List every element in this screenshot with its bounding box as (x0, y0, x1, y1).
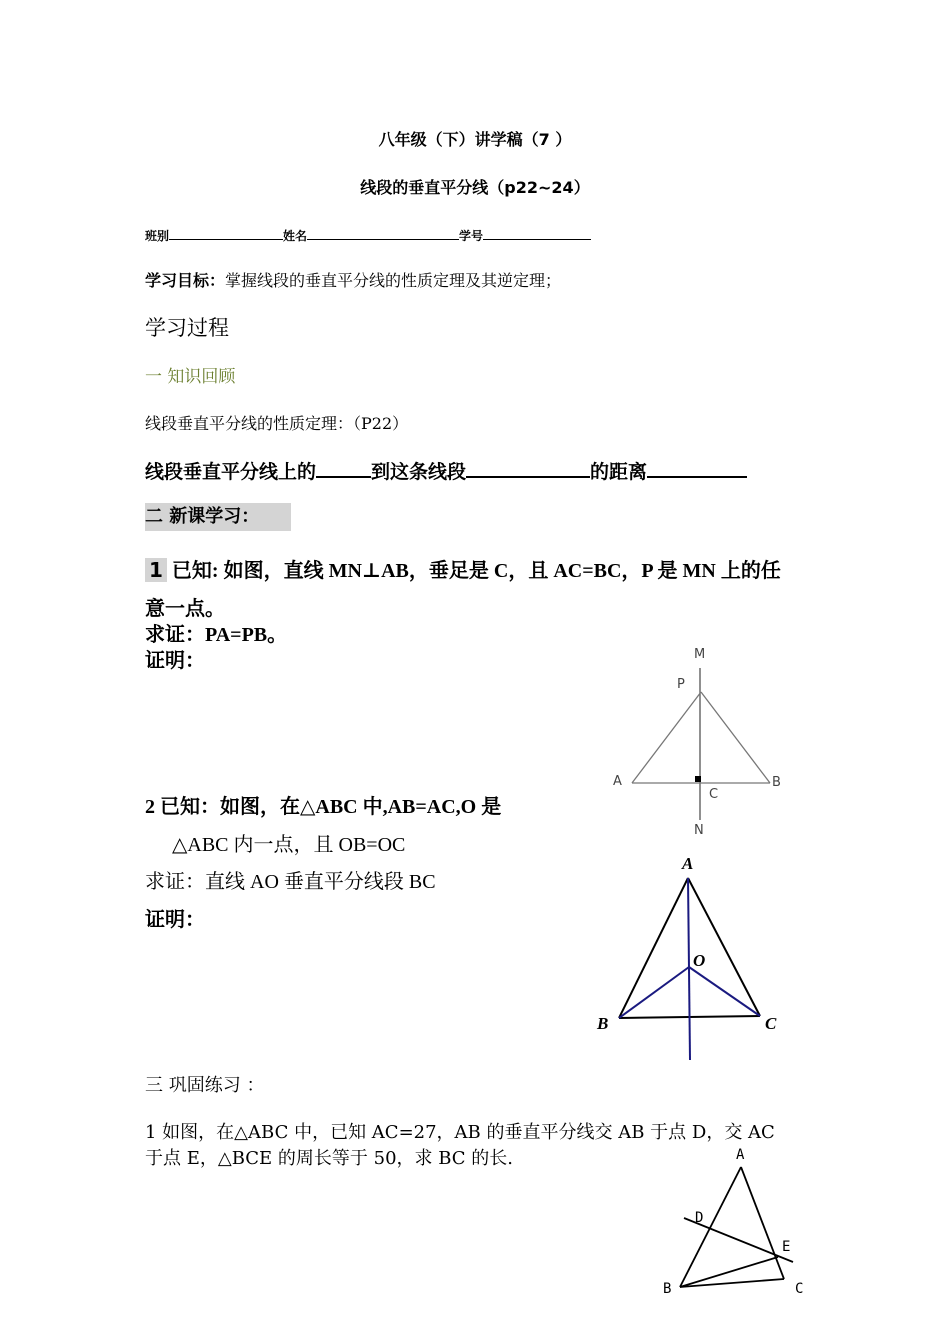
label-n: N (694, 823, 704, 838)
segment-oc (689, 967, 760, 1016)
section2-heading: 二 新课学习： (145, 503, 291, 531)
segment-ab (619, 878, 688, 1018)
name-blank (307, 223, 459, 240)
segment-ac (688, 878, 760, 1016)
fill-text-1: 线段垂直平分线上的 (145, 461, 317, 483)
fill-blank-1 (316, 454, 371, 478)
label-c: C (795, 1281, 804, 1297)
label-b: B (772, 775, 781, 790)
theorem-fill-in (145, 454, 747, 484)
theorem-intro: 线段垂直平分线的性质定理：（P22） (145, 414, 409, 433)
figure3-diagram (660, 1140, 820, 1305)
objective-label: 学习目标： (145, 271, 226, 290)
name-label: 姓名 (283, 229, 308, 243)
figure2-diagram (590, 850, 800, 1070)
fill-blank-3 (647, 454, 747, 478)
label-c: C (765, 1014, 777, 1033)
label-a: A (613, 774, 622, 789)
label-a: A (736, 1147, 745, 1163)
segment-ab (680, 1167, 741, 1287)
problem1-number: 1 (145, 558, 167, 582)
exercise1-line2: 于点 E，△BCE 的周长等于 50，求 BC 的长. (145, 1148, 514, 1169)
class-label: 班别 (145, 229, 170, 243)
label-p: P (677, 677, 685, 692)
objective-text: 掌握线段的垂直平分线的性质定理及其逆定理； (225, 271, 562, 290)
label-b: B (663, 1281, 672, 1297)
id-blank (483, 223, 591, 240)
segment-pa (632, 692, 701, 783)
section3-heading: 三 巩固练习 ： (145, 1075, 265, 1096)
right-angle-mark (695, 776, 701, 782)
info-line (145, 223, 591, 244)
problem1-proof-label: 证明： (145, 650, 205, 672)
fill-text-2: 到这条线段 (371, 461, 467, 483)
section1-heading: 一 知识回顾 (145, 367, 236, 387)
problem1-prove: 求证：PA=PB。 (145, 624, 288, 646)
problem1-statement (145, 554, 781, 583)
label-b: B (597, 1014, 609, 1033)
label-c: C (709, 787, 719, 802)
problem1-line2: 意一点。 (145, 598, 225, 620)
objective (145, 268, 561, 291)
label-m: M (694, 647, 706, 662)
label-d: D (695, 1210, 704, 1226)
figure1-diagram (600, 640, 800, 840)
page-title: 八年级（下）讲学稿（7 ） (378, 130, 572, 149)
class-blank (169, 223, 283, 240)
problem2-prove: 求证：直线 AO 垂直平分线段 BC (145, 871, 436, 893)
label-a: A (682, 854, 694, 873)
problem2-proof-label: 证明： (145, 909, 205, 931)
problem2-line2: △ABC 内一点，且 OB=OC (172, 834, 406, 856)
label-o: O (693, 951, 706, 970)
process-heading: 学习过程 (145, 316, 229, 340)
id-label: 学号 (459, 229, 484, 243)
segment-ob (619, 967, 689, 1018)
segment-pb (701, 692, 770, 783)
page-subtitle: 线段的垂直平分线（p22~24） (360, 178, 590, 197)
exercise1-line1: 1 如图，在△ABC 中，已知 AC=27，AB 的垂直平分线交 AB 于点 D，交 AC (145, 1122, 775, 1143)
label-e: E (782, 1239, 791, 1255)
line-ao (688, 878, 690, 1060)
problem1-line1: 已知: 如图，直线 MN⊥AB，垂足是 C，且 AC=BC，P 是 MN 上的任 (166, 560, 781, 582)
problem2-line1: 2 已知：如图，在△ABC 中,AB=AC,O 是 (145, 796, 502, 818)
fill-blank-2 (466, 454, 590, 478)
fill-text-3: 的距离 (590, 461, 648, 483)
